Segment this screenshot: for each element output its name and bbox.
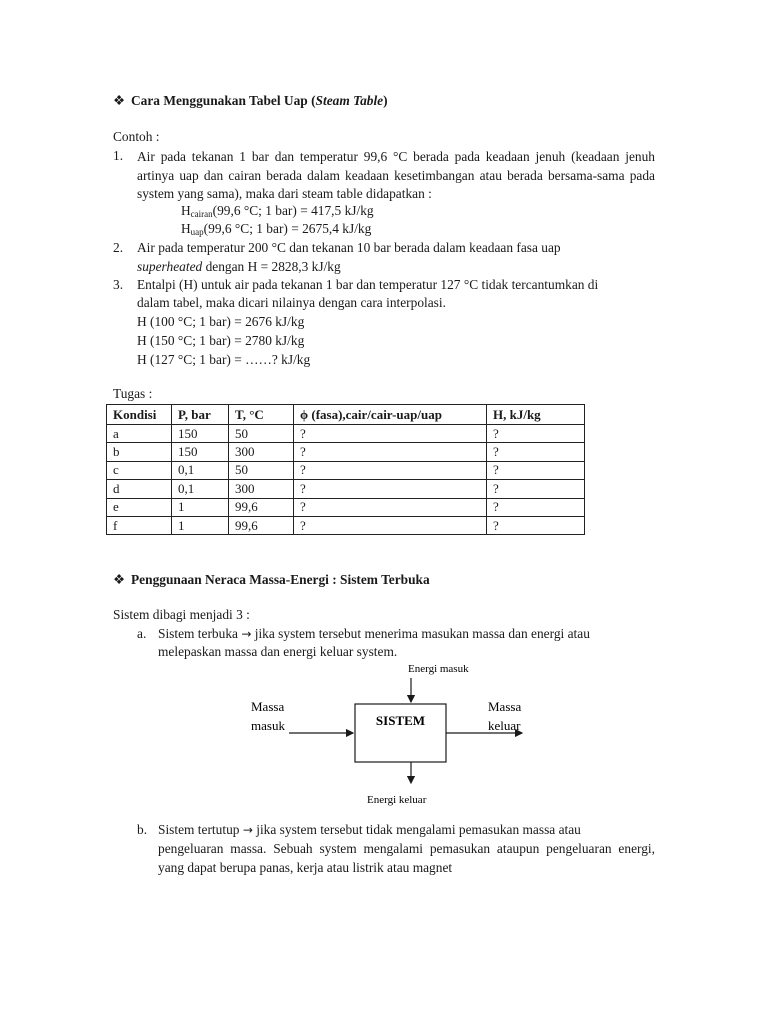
table-cell: ? [294,425,487,443]
item-3-number: 3. [113,277,124,292]
item-3-line1: Entalpi (H) untuk air pada tekanan 1 bar dan temperatur 127 °C tidak tercantumkan di [137,277,599,292]
energi-masuk-label: Energi masuk [408,663,469,675]
equation-h-cairan: $H_{cairan}(99,6$ °C; 1 bar) = 417,5 kJ/kg [181,203,374,219]
item-b-letter: b. [137,822,148,837]
header-p-bar: P, bar [172,405,229,425]
item-2-line2: superheated dengan H = 2828,3 kJ/kg [137,259,341,274]
sistem-label: SISTEM [375,713,426,728]
table-cell: ? [487,516,585,534]
item-a-line2: melepaskan massa dan energi keluar system. [158,644,398,659]
massa-masuk-label-1: Massa [251,699,285,714]
equation-h-uap: $H_{uap}(99,6$ °C; 1 bar) = 2675,4 kJ/kg [181,221,372,237]
table-cell: 1 [172,498,229,516]
table-cell: d [107,480,172,498]
item-2-number: 2. [113,240,124,255]
diamond-bullet-icon: ❖ [113,93,126,108]
table-cell: ? [487,443,585,461]
massa-masuk-label-2: masuk [251,718,285,733]
table-cell: a [107,425,172,443]
table-cell: 0,1 [172,480,229,498]
item-b-line1: Sistem tertutup → jika system tersebut tidak mengalami pemasukan massa atau [158,822,581,837]
table-cell: ? [294,480,487,498]
table-cell: ? [294,461,487,479]
table-row [107,425,585,443]
table-cell: ? [487,498,585,516]
table-cell: ? [487,480,585,498]
right-arrow-icon: → [241,627,252,641]
table-cell: 150 [172,443,229,461]
table-cell: ? [294,498,487,516]
interpolation-h150: H (150 °C; 1 bar) = 2780 kJ/kg [137,333,305,348]
item-3-line2: dalam tabel, maka dicari nilainya dengan cara interpolasi. [137,295,446,310]
item-1-number: 1. [113,148,124,163]
table-cell: 1 [172,516,229,534]
interpolation-h100: H (100 °C; 1 bar) = 2676 kJ/kg [137,314,305,329]
table-cell: ? [294,443,487,461]
table-row [107,443,585,461]
table-cell: b [107,443,172,461]
energi-keluar-label: Energi keluar [367,794,427,806]
header-h: H, kJ/kg [487,405,585,425]
header-kondisi: Kondisi [107,405,172,425]
table-cell: 300 [229,480,294,498]
section-heading-neraca: ❖ Penggunaan Neraca Massa-Energi : Sistem Terbuka [113,572,430,587]
item-b-rest: pengeluaran massa. Sebuah system mengalami pemasukan ataupun pengeluaran energi, yang dapat berupa panas, kerja atau listrik atau magnet [158,841,655,875]
item-a-line1: Sistem terbuka → jika system tersebut menerima masukan massa dan energi atau [158,626,590,641]
right-arrow-icon: → [242,823,253,837]
sistem-terbuka-diagram [240,658,540,810]
tugas-label: Tugas : [113,386,153,401]
item-a-letter: a. [137,626,147,641]
massa-keluar-label-1: Massa [488,699,522,714]
diamond-bullet-icon: ❖ [113,572,126,587]
table-header-row [107,405,585,425]
table-cell: 50 [229,461,294,479]
table-row [107,480,585,498]
table-cell: ? [487,425,585,443]
table-cell: 150 [172,425,229,443]
item-2-line1: Air pada temperatur 200 °C dan tekanan 10 bar berada dalam keadaan fasa uap [137,240,561,255]
table-cell: 300 [229,443,294,461]
table-cell: f [107,516,172,534]
table-row [107,498,585,516]
sistem-intro: Sistem dibagi menjadi 3 : [113,607,250,622]
massa-keluar-label-2: keluar [488,718,521,733]
table-row [107,516,585,534]
table-cell: 99,6 [229,498,294,516]
interpolation-h127: H (127 °C; 1 bar) = ……? kJ/kg [137,352,311,367]
table-cell: c [107,461,172,479]
header-t-c: T, °C [229,405,294,425]
table-cell: 50 [229,425,294,443]
section-heading-steam-table: ❖ Cara Menggunakan Tabel Uap (Steam Table) [113,93,388,108]
table-cell: ? [294,516,487,534]
table-cell: e [107,498,172,516]
tugas-table [106,404,585,535]
header-fasa: ϕ (fasa),cair/cair-uap/uap [294,405,487,425]
table-cell: ? [487,461,585,479]
table-row [107,461,585,479]
table-cell: 99,6 [229,516,294,534]
contoh-label: Contoh : [113,129,160,144]
item-1-text: Air pada tekanan 1 bar dan temperatur 99,6 °C berada pada keadaan jenuh (keadaan jenuh artinya uap dan cairan berada dalam keadaan kesetimbangan atau berada bersama-sama pada system yang sama), maka dari steam table didapatkan : [137,149,655,201]
table-cell: 0,1 [172,461,229,479]
